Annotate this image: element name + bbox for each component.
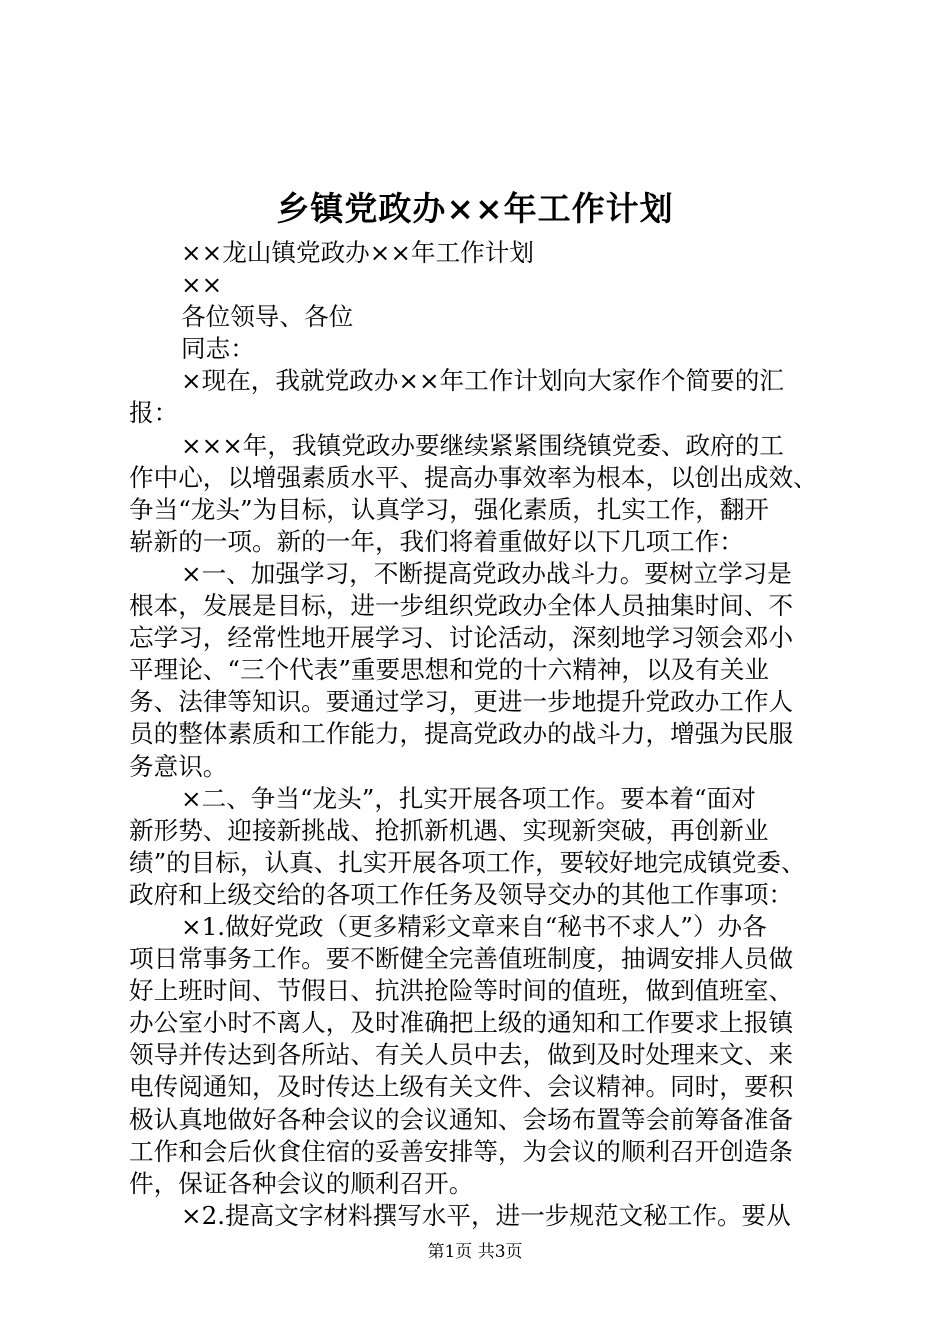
document-title: 乡镇党政办××年工作计划	[276, 189, 674, 228]
body-line: 作中心，以增强素质水平、提高办事效率为根本，以创出成效、	[129, 462, 818, 492]
body-line: 各位领导、各位	[181, 302, 354, 332]
body-line: 务、法律等知识。要通过学习，更进一步地提升党政办工作人	[129, 687, 794, 717]
body-line: ×2.提高文字材料撰写水平，进一步规范文秘工作。要从	[181, 1200, 791, 1230]
body-line: 好上班时间、节假日、抗洪抢险等时间的值班，做到值班室、	[129, 976, 794, 1006]
body-line: 报：	[129, 398, 179, 428]
body-line: 员的整体素质和工作能力，提高党政办的战斗力，增强为民服	[129, 719, 794, 749]
body-line: ×二、争当“龙头”，扎实开展各项工作。要本着“面对	[181, 783, 756, 813]
body-line: ××龙山镇党政办××年工作计划	[181, 238, 534, 267]
body-line: 忘学习，经常性地开展学习、讨论活动，深刻地学习领会邓小	[129, 623, 794, 653]
body-line: 争当“龙头”为目标，认真学习，强化素质，扎实工作，翻开	[129, 494, 769, 524]
body-line: ×现在，我就党政办××年工作计划向大家作个简要的汇	[181, 366, 784, 396]
body-line: 政府和上级交给的各项工作任务及领导交办的其他工作事项：	[129, 879, 794, 909]
page-footer: 第1页 共3页	[427, 1242, 523, 1262]
body-line: 平理论、“三个代表”重要思想和党的十六精神，以及有关业	[129, 655, 769, 685]
body-line: 同志：	[181, 334, 255, 364]
body-line: 电传阅通知，及时传达上级有关文件、会议精神。同时，要积	[129, 1072, 794, 1102]
body-line: 办公室小时不离人，及时准确把上级的通知和工作要求上报镇	[129, 1008, 794, 1038]
body-line: 绩”的目标，认真、扎实开展各项工作，要较好地完成镇党委、	[129, 847, 806, 877]
body-line: ×一、加强学习，不断提高党政办战斗力。要树立学习是	[181, 558, 792, 588]
body-line: 极认真地做好各种会议的会议通知、会场布置等会前筹备准备	[129, 1104, 794, 1134]
body-line: 新形势、迎接新挑战、抢抓新机遇、实现新突破，再创新业	[129, 815, 769, 845]
body-line: 件，保证各种会议的顺利召开。	[129, 1168, 474, 1198]
body-line: ×1.做好党政（更多精彩文章来自“秘书不求人”）办各	[181, 911, 767, 941]
body-line: ×××年，我镇党政办要继续紧紧围绕镇党委、政府的工	[181, 430, 784, 460]
body-line: 项日常事务工作。要不断健全完善值班制度，抽调安排人员做	[129, 944, 794, 974]
body-line: 根本，发展是目标，进一步组织党政办全体人员抽集时间、不	[129, 591, 794, 621]
body-line: 务意识。	[129, 751, 228, 781]
body-line: 工作和会后伙食住宿的妥善安排等，为会议的顺利召开创造条	[129, 1136, 794, 1166]
document-body	[129, 237, 829, 1232]
body-line: ××	[181, 270, 223, 300]
body-line: 领导并传达到各所站、有关人员中去，做到及时处理来文、来	[129, 1040, 794, 1070]
body-line: 崭新的一项。新的一年，我们将着重做好以下几项工作：	[129, 526, 744, 556]
